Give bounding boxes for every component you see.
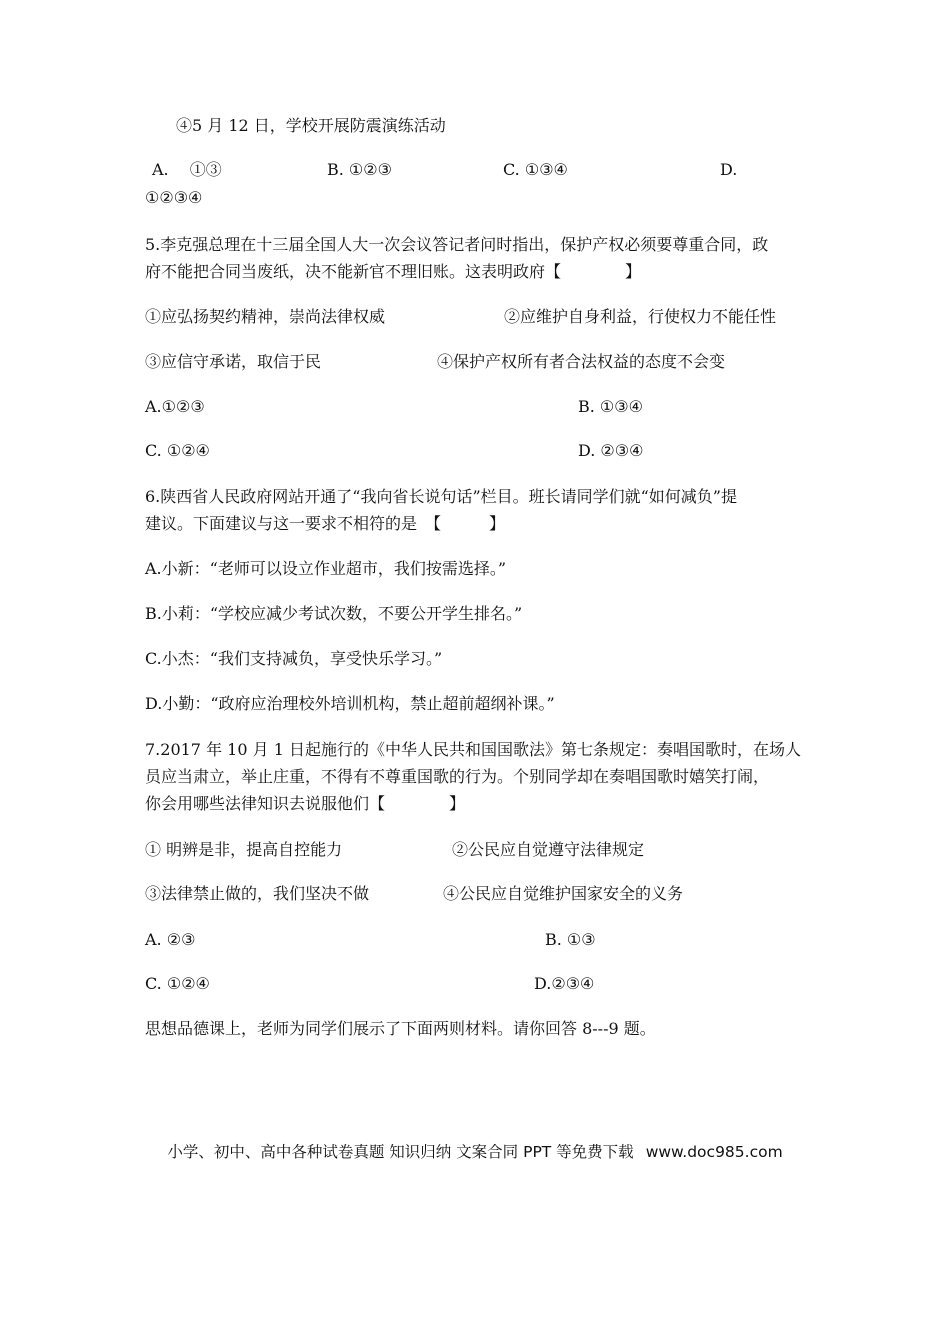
q5-item-2: ②应维护自身利益，行使权力不能任性 <box>504 307 777 326</box>
q4-option-b: B. ①②③ <box>327 160 392 179</box>
q7-item-3: ③法律禁止做的，我们坚决不做 <box>145 884 370 903</box>
q7-item-4: ④公民应自觉维护国家安全的义务 <box>443 884 684 903</box>
q4-option-a: A. ①③ <box>152 160 222 179</box>
q5-option-c: C. ①②④ <box>145 441 210 460</box>
q4-item-4: ④5 月 12 日，学校开展防震演练活动 <box>176 116 446 135</box>
q7-option-d: D.②③④ <box>534 974 595 993</box>
q6-option-b: B.小莉：“学校应减少考试次数，不要公开学生排名。” <box>145 604 523 623</box>
q7-item-1: ① 明辨是非，提高自控能力 <box>145 840 343 859</box>
q6-option-d: D.小勤：“政府应治理校外培训机构，禁止超前超纲补课。” <box>145 694 555 713</box>
q7-item-2: ②公民应自觉遵守法律规定 <box>452 840 645 859</box>
q5-stem-line1: 5.李克强总理在十三届全国人大一次会议答记者问时指出，保护产权必须要尊重合同，政 <box>145 235 769 254</box>
q5-item-4: ④保护产权所有者合法权益的态度不会变 <box>437 352 726 371</box>
q6-option-c: C.小杰：“我们支持减负，享受快乐学习。” <box>145 649 443 668</box>
q7-option-a: A. ②③ <box>145 930 196 949</box>
q7-stem-line3: 你会用哪些法律知识去说服他们【 】 <box>145 794 466 813</box>
q7-option-c: C. ①②④ <box>145 974 210 993</box>
q6-stem-line1: 6.陕西省人民政府网站开通了“我向省长说句话”栏目。班长请同学们就“如何减负”提 <box>145 487 737 506</box>
q5-option-b: B. ①③④ <box>578 397 643 416</box>
q5-item-1: ①应弘扬契约精神，崇尚法律权威 <box>145 307 386 326</box>
q6-option-a: A.小新：“老师可以设立作业超市，我们按需选择。” <box>145 559 507 578</box>
q5-option-d: D. ②③④ <box>578 441 644 460</box>
q7-stem-line2: 员应当肃立，举止庄重，不得有不尊重国歌的行为。个别同学却在奏唱国歌时嬉笑打闹， <box>145 767 770 786</box>
q5-stem-line2: 府不能把合同当废纸，决不能新官不理旧账。这表明政府【 】 <box>145 262 642 281</box>
page-footer <box>0 1140 950 1162</box>
footer-text: 小学、初中、高中各种试卷真题 知识归纳 文案合同 PPT 等免费下载 <box>167 1143 634 1161</box>
q4-option-d-content: ①②③④ <box>145 188 203 207</box>
q4-option-d: D. <box>720 160 738 179</box>
q6-stem-line2: 建议。下面建议与这一要求不相符的是 【 】 <box>145 514 506 533</box>
q5-option-a: A.①②③ <box>145 397 205 416</box>
footer-url[interactable]: www.doc985.com <box>645 1143 783 1161</box>
q5-item-3: ③应信守承诺，取信于民 <box>145 352 322 371</box>
q4-option-c: C. ①③④ <box>503 160 568 179</box>
intro-questions-8-9: 思想品德课上，老师为同学们展示了下面两则材料。请你回答 8---9 题。 <box>145 1019 656 1038</box>
q7-stem-line1: 7.2017 年 10 月 1 日起施行的《中华人民共和国国歌法》第七条规定：奏唱国歌时，在场人 <box>145 740 801 759</box>
q7-option-b: B. ①③ <box>545 930 596 949</box>
